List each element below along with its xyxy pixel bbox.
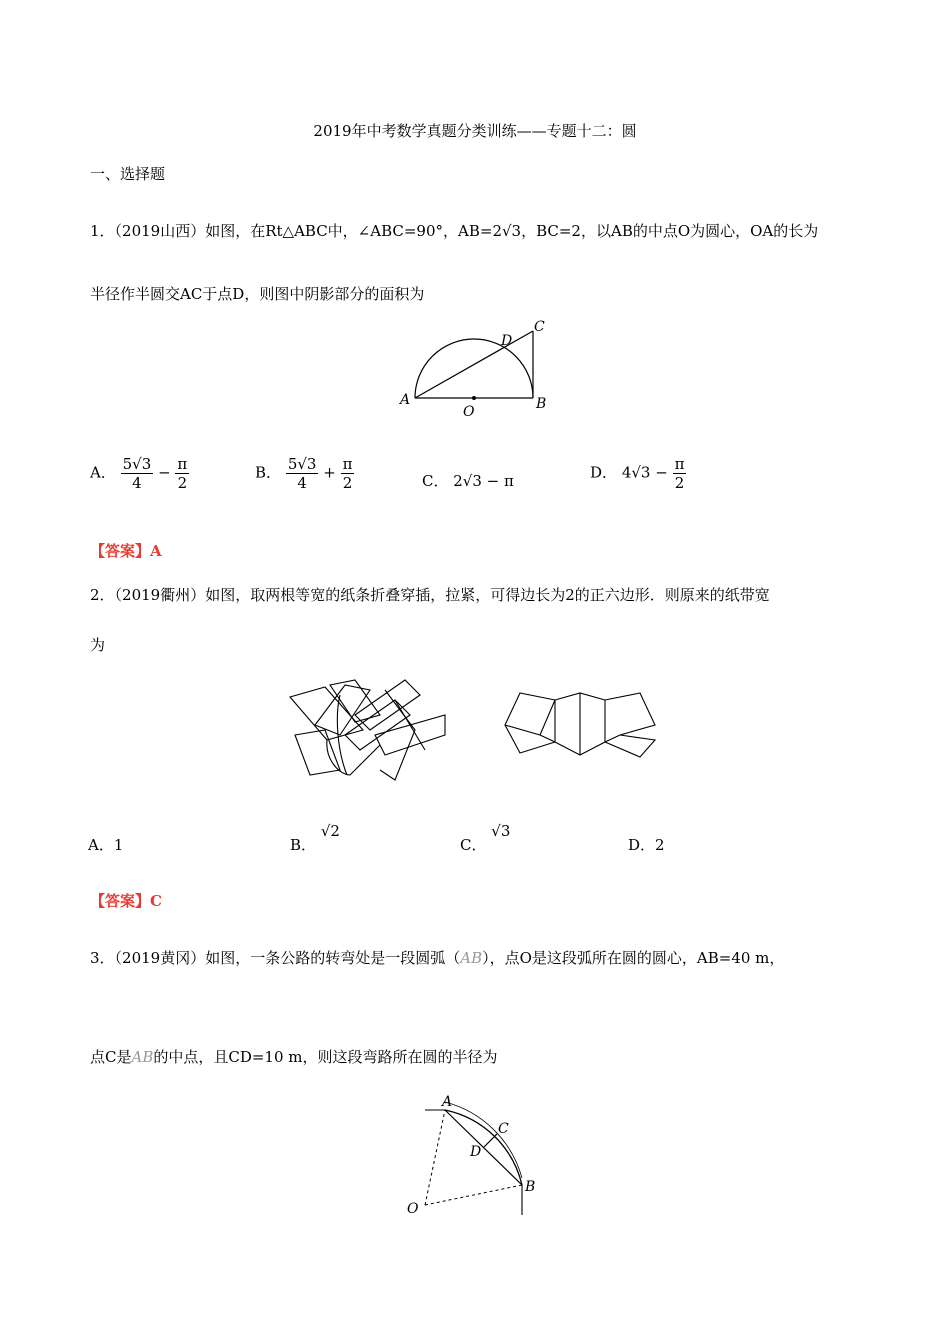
q2-figure-woven (285, 675, 450, 785)
q1-label-d: D (501, 333, 513, 349)
q2-stem-line1: 2．（2019衢州）如图，取两根等宽的纸条折叠穿插，拉紧，可得边长为2的正六边形．则原来的纸带宽 (90, 586, 770, 604)
q1-segment-ac (415, 331, 533, 398)
q3-label-d: D (470, 1144, 482, 1160)
q1-option-a[interactable]: A． $\frac{5√3}{4}$ − $\frac{\pi}{2}$ (90, 455, 188, 492)
q1-point-o (472, 396, 476, 400)
q3-chord-ab (445, 1110, 522, 1185)
section-heading: 一、选择题 (90, 165, 166, 183)
q2-option-d[interactable]: D．2 (628, 836, 665, 854)
q1-label-c: C (534, 319, 545, 335)
q3-radius-ob (425, 1185, 522, 1205)
q1-stem-line1: 1．（2019山西）如图，在Rt△ABC中，∠ABC=90°，AB=2√3，BC=2，以AB的中点O为圆心，OA的长为 (90, 222, 819, 240)
page-title: 2019年中考数学真题分类训练——专题十二：圆 (313, 122, 637, 140)
q3-figure (400, 1090, 550, 1220)
q1-option-d[interactable]: D． 4√3 − $\frac{\pi}{2}$ (590, 455, 685, 492)
q2-stem-line2: 为 (90, 636, 106, 654)
q1-label-a: A (400, 392, 411, 408)
q1-option-b[interactable]: B． $\frac{5√3}{4}$ + $\frac{\pi}{2}$ (255, 455, 353, 492)
q2-option-c[interactable]: C． √3 (460, 822, 511, 854)
q1-label-b: B (536, 396, 547, 412)
q3-radius-oa (425, 1110, 445, 1205)
q1-answer: 【答案】A (90, 542, 162, 560)
q3-stem-line2: 点C是AB的中点，且CD=10 m，则这段弯路所在圆的半径为 (90, 1048, 498, 1066)
q3-label-o: O (407, 1201, 419, 1217)
q2-option-b[interactable]: B． √2 (290, 822, 340, 854)
q1-semicircle (415, 339, 533, 398)
q1-figure (395, 315, 555, 420)
q3-stem-line1: 3．（2019黄冈）如图，一条公路的转弯处是一段圆弧（AB），点O是这段弧所在圆的圆心，AB=40 m， (90, 949, 785, 967)
q1-stem-line2: 半径作半圆交AC于点D，则图中阴影部分的面积为 (90, 285, 425, 303)
q2-figure-hexagon (500, 690, 660, 765)
q3-arc-ab-2: AB (131, 1048, 154, 1066)
q1-option-c[interactable]: C． 2√3 − π (422, 472, 514, 490)
q1-label-o: O (463, 404, 475, 420)
q2-answer: 【答案】C (90, 892, 162, 910)
q3-segment-cd (484, 1134, 497, 1147)
q2-option-a[interactable]: A．1 (88, 836, 124, 854)
q3-label-a: A (442, 1094, 453, 1110)
q3-arc-ab-1: AB (460, 949, 483, 967)
q3-label-b: B (525, 1179, 536, 1195)
q3-label-c: C (498, 1121, 509, 1137)
